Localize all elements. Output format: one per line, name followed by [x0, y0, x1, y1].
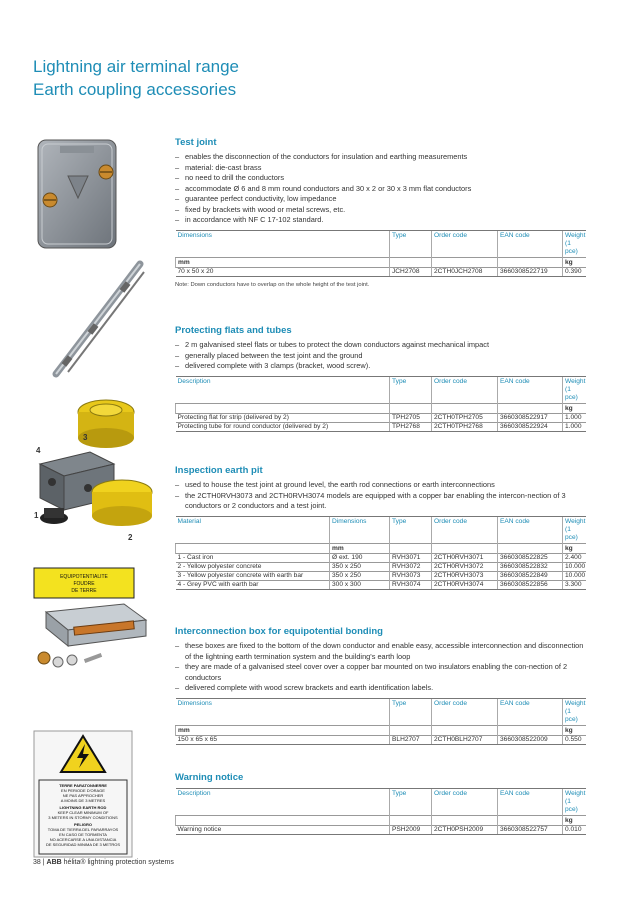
cell: 2CTH0BLH2707 — [432, 735, 498, 744]
unit-cell — [498, 725, 563, 735]
cell: 2 - Yellow polyester concrete — [176, 562, 330, 571]
section-test-joint — [175, 137, 585, 288]
table-row — [176, 553, 586, 562]
bullet-item: – they are made of a galvanised steel cover over a copper bar mounted on two insulators enabling the con-nection of 2 conductors — [175, 662, 585, 683]
col-header: Description — [176, 376, 390, 403]
col-header: Weight (1 pce) — [563, 230, 586, 257]
col-header: Description — [176, 789, 390, 816]
sign-line-3: NE PAS APPROCHER — [62, 793, 104, 798]
sign-line-11: NO ACERCARSE A UNA DISTANCIA — [49, 837, 117, 842]
cell: 3660308522924 — [498, 422, 563, 431]
col-header: Order code — [432, 230, 498, 257]
table-unit-row — [176, 816, 586, 826]
col-header: Weight (1 pce) — [563, 789, 586, 816]
cell: TPH2768 — [390, 422, 432, 431]
unit-cell — [176, 543, 330, 553]
cell: 3660308522825 — [498, 553, 563, 562]
unit-cell — [390, 257, 432, 267]
cell: 0.390 — [563, 267, 586, 276]
table-note: Note: Down conductors have to overlap on the whole height of the test joint. — [175, 281, 370, 288]
section-title: Warning notice — [175, 772, 244, 783]
interconnection-box-image — [28, 562, 153, 674]
unit-cell — [432, 725, 498, 735]
cell: 2CTH0JCH2708 — [432, 267, 498, 276]
sign-line-5: LIGHTNING EARTH ROD — [59, 805, 107, 810]
cell: 2.400 — [563, 553, 586, 562]
col-header: EAN code — [498, 789, 563, 816]
cell: Protecting flat for strip (delivered by 2) — [176, 413, 390, 422]
cell: 1.000 — [563, 413, 586, 422]
unit-cell — [498, 816, 563, 826]
cell: 2CTH0PSH2009 — [432, 826, 498, 835]
bullet-item: – the 2CTH0RVH3073 and 2CTH0RVH3074 models are equipped with a copper bar enabling the intercon-nection of 3 conductors or 2 conductors and a test joint. — [175, 491, 585, 512]
protecting-flat-image — [40, 258, 150, 378]
callout-3: 3 — [83, 433, 88, 442]
table-unit-row — [176, 257, 586, 267]
col-header: Type — [390, 230, 432, 257]
cell: 3660308522757 — [498, 826, 563, 835]
unit-cell: kg — [563, 403, 586, 413]
cell: 3660308522856 — [498, 580, 563, 589]
callout-1: 1 — [34, 511, 39, 520]
bullet-item: – enables the disconnection of the conductors for insulation and earthing measurements — [175, 152, 585, 163]
col-header: Dimensions — [176, 698, 390, 725]
cell: 2CTH0RVH3072 — [432, 562, 498, 571]
cell: 3660308522849 — [498, 571, 563, 580]
col-header: Type — [390, 376, 432, 403]
test-joint-image — [30, 132, 125, 257]
section-warning-notice — [175, 772, 585, 835]
section-title: Interconnection box for equipotential bonding — [175, 626, 383, 637]
table-row — [176, 735, 586, 744]
page-footer — [33, 859, 174, 866]
page-title: Lightning air terminal range — [33, 57, 240, 76]
table-header-row — [176, 230, 586, 257]
cell: 3660308522832 — [498, 562, 563, 571]
col-header: Order code — [432, 789, 498, 816]
unit-cell — [432, 543, 498, 553]
cell: 0.550 — [563, 735, 586, 744]
product-table — [175, 788, 586, 835]
unit-cell — [176, 816, 390, 826]
cell: 350 x 250 — [330, 562, 390, 571]
inspection-pit-image — [30, 380, 155, 535]
cell: 350 x 250 — [330, 571, 390, 580]
unit-cell — [498, 543, 563, 553]
cell: 10.000 — [563, 562, 586, 571]
unit-cell — [390, 816, 432, 826]
col-header: Order code — [432, 698, 498, 725]
unit-cell — [498, 257, 563, 267]
unit-cell — [432, 816, 498, 826]
cell: 2CTH0TPH2705 — [432, 413, 498, 422]
unit-cell — [390, 725, 432, 735]
section-protecting-flats — [175, 325, 585, 432]
product-table — [175, 376, 586, 432]
unit-cell: kg — [563, 257, 586, 267]
col-header: Material — [176, 516, 330, 543]
col-header: Weight (1 pce) — [563, 516, 586, 543]
bullet-item: – 2 m galvanised steel flats or tubes to protect the down conductors against mechanical impact — [175, 340, 585, 351]
unit-cell — [432, 257, 498, 267]
unit-cell — [432, 403, 498, 413]
cell: 70 x 50 x 20 — [176, 267, 390, 276]
bullet-list — [175, 340, 585, 372]
table-unit-row — [176, 403, 586, 413]
cell: TPH2705 — [390, 413, 432, 422]
cell: RVH3072 — [390, 562, 432, 571]
table-header-row — [176, 376, 586, 403]
unit-cell — [390, 543, 432, 553]
bullet-item: – no need to drill the conductors — [175, 173, 585, 184]
col-header: EAN code — [498, 376, 563, 403]
cell: JCH2708 — [390, 267, 432, 276]
cell: 10.000 — [563, 571, 586, 580]
col-header: EAN code — [498, 698, 563, 725]
unit-cell — [498, 403, 563, 413]
table-header-row — [176, 789, 586, 816]
col-header: Weight (1 pce) — [563, 376, 586, 403]
page-subtitle: Earth coupling accessories — [33, 80, 237, 99]
cell: 1.000 — [563, 422, 586, 431]
cell: 2CTH0RVH3073 — [432, 571, 498, 580]
col-header: Order code — [432, 516, 498, 543]
table-row — [176, 267, 586, 276]
sign-line-1: TERRE PARATONNERRE — [59, 783, 107, 788]
callout-2: 2 — [128, 533, 133, 542]
page-number: 38 — [33, 859, 41, 866]
unit-cell: mm — [176, 257, 390, 267]
bullet-item: – in accordance with NF C 17-102 standard. — [175, 215, 585, 226]
table-unit-row — [176, 543, 586, 553]
cell: 2CTH0RVH3071 — [432, 553, 498, 562]
cell: 1 - Cast iron — [176, 553, 330, 562]
footer-separator: | — [42, 859, 45, 866]
callout-4: 4 — [36, 446, 41, 455]
col-header: Dimensions — [330, 516, 390, 543]
product-table — [175, 230, 586, 277]
table-row — [176, 413, 586, 422]
sign-line-2: EN PERIODE D'ORAGE — [61, 788, 105, 793]
warning-notice-image — [33, 730, 133, 858]
table-row — [176, 826, 586, 835]
section-interconnection-box — [175, 626, 585, 745]
col-header: Dimensions — [176, 230, 390, 257]
cell: RVH3074 — [390, 580, 432, 589]
cell: RVH3071 — [390, 553, 432, 562]
cell: Warning notice — [176, 826, 390, 835]
section-title: Test joint — [175, 137, 217, 148]
bullet-item: – guarantee perfect conductivity, low impedance — [175, 194, 585, 205]
sign-line-12: DE SEGURIDAD MINIMA DE 3 METROS — [45, 842, 121, 847]
unit-cell: mm — [330, 543, 390, 553]
bullet-item: – generally placed between the test joint and the ground — [175, 351, 585, 362]
table-row — [176, 562, 586, 571]
sign-line-10: EN CASO DE TORMENTA — [59, 832, 107, 837]
footer-text: hélita® lightning protection systems — [63, 859, 174, 866]
cell: 2CTH0RVH3074 — [432, 580, 498, 589]
sign-line-7: 3 METERS IN STORMY CONDITIONS — [48, 815, 118, 820]
section-title: Protecting flats and tubes — [175, 325, 292, 336]
cell: 3 - Yellow polyester concrete with earth bar — [176, 571, 330, 580]
bullet-item: – accommodate Ø 6 and 8 mm round conductors and 30 x 2 or 30 x 3 mm flat conductors — [175, 184, 585, 195]
sign-line-6: KEEP CLEAR MINIMUM OF — [57, 810, 109, 815]
cell: RVH3073 — [390, 571, 432, 580]
cell: Protecting tube for round conductor (delivered by 2) — [176, 422, 390, 431]
section-inspection-pit — [175, 465, 585, 590]
bullet-item: – material: die-cast brass — [175, 163, 585, 174]
cell: 150 x 65 x 65 — [176, 735, 390, 744]
label-line-2: FOUDRE — [73, 581, 95, 587]
col-header: EAN code — [498, 516, 563, 543]
cell: 300 x 300 — [330, 580, 390, 589]
cell: 3660308522917 — [498, 413, 563, 422]
cell: Ø ext. 190 — [330, 553, 390, 562]
bullet-item: – these boxes are fixed to the bottom of the down conductor and enable easy, accessible interconnection and disconnection of the lightning earth termination system and the building's earth loop — [175, 641, 585, 662]
col-header: Type — [390, 698, 432, 725]
cell: PSH2009 — [390, 826, 432, 835]
cell: 3.300 — [563, 580, 586, 589]
col-header: Weight (1 pce) — [563, 698, 586, 725]
label-line-3: DE TERRE — [71, 588, 97, 594]
col-header: EAN code — [498, 230, 563, 257]
col-header: Type — [390, 789, 432, 816]
col-header: Order code — [432, 376, 498, 403]
section-title: Inspection earth pit — [175, 465, 263, 476]
label-line-1: EQUIPOTENTIALITE — [60, 574, 108, 580]
table-row — [176, 422, 586, 431]
cell: 2CTH0TPH2768 — [432, 422, 498, 431]
bullet-item: – fixed by brackets with wood or metal screws, etc. — [175, 205, 585, 216]
table-header-row — [176, 698, 586, 725]
table-header-row — [176, 516, 586, 543]
sign-line-8: PELIGRO — [73, 822, 93, 827]
bullet-item: – used to house the test joint at ground level, the earth rod connections or earth interconnections — [175, 480, 585, 491]
cell: 0.010 — [563, 826, 586, 835]
unit-cell: kg — [563, 543, 586, 553]
unit-cell — [176, 403, 390, 413]
col-header: Type — [390, 516, 432, 543]
unit-cell: kg — [563, 725, 586, 735]
bullet-list — [175, 480, 585, 512]
brand-name: ABB — [46, 859, 62, 866]
cell: BLH2707 — [390, 735, 432, 744]
sign-line-4: A MOINS DE 3 METRES — [60, 798, 106, 803]
product-table — [175, 516, 586, 590]
unit-cell: kg — [563, 816, 586, 826]
table-unit-row — [176, 725, 586, 735]
cell: 3660308522719 — [498, 267, 563, 276]
table-row — [176, 580, 586, 589]
unit-cell — [390, 403, 432, 413]
bullet-list — [175, 152, 585, 226]
product-table — [175, 698, 586, 745]
bullet-item: – delivered complete with wood screw brackets and earth identification labels. — [175, 683, 585, 694]
cell: 3660308522009 — [498, 735, 563, 744]
bullet-list — [175, 641, 585, 694]
unit-cell: mm — [176, 725, 390, 735]
cell: 4 - Grey PVC with earth bar — [176, 580, 330, 589]
table-row — [176, 571, 586, 580]
sign-line-9: TOMA DE TIERRA DEL PARARRAYOS — [47, 827, 119, 832]
bullet-item: – delivered complete with 3 clamps (bracket, wood screw). — [175, 361, 585, 372]
